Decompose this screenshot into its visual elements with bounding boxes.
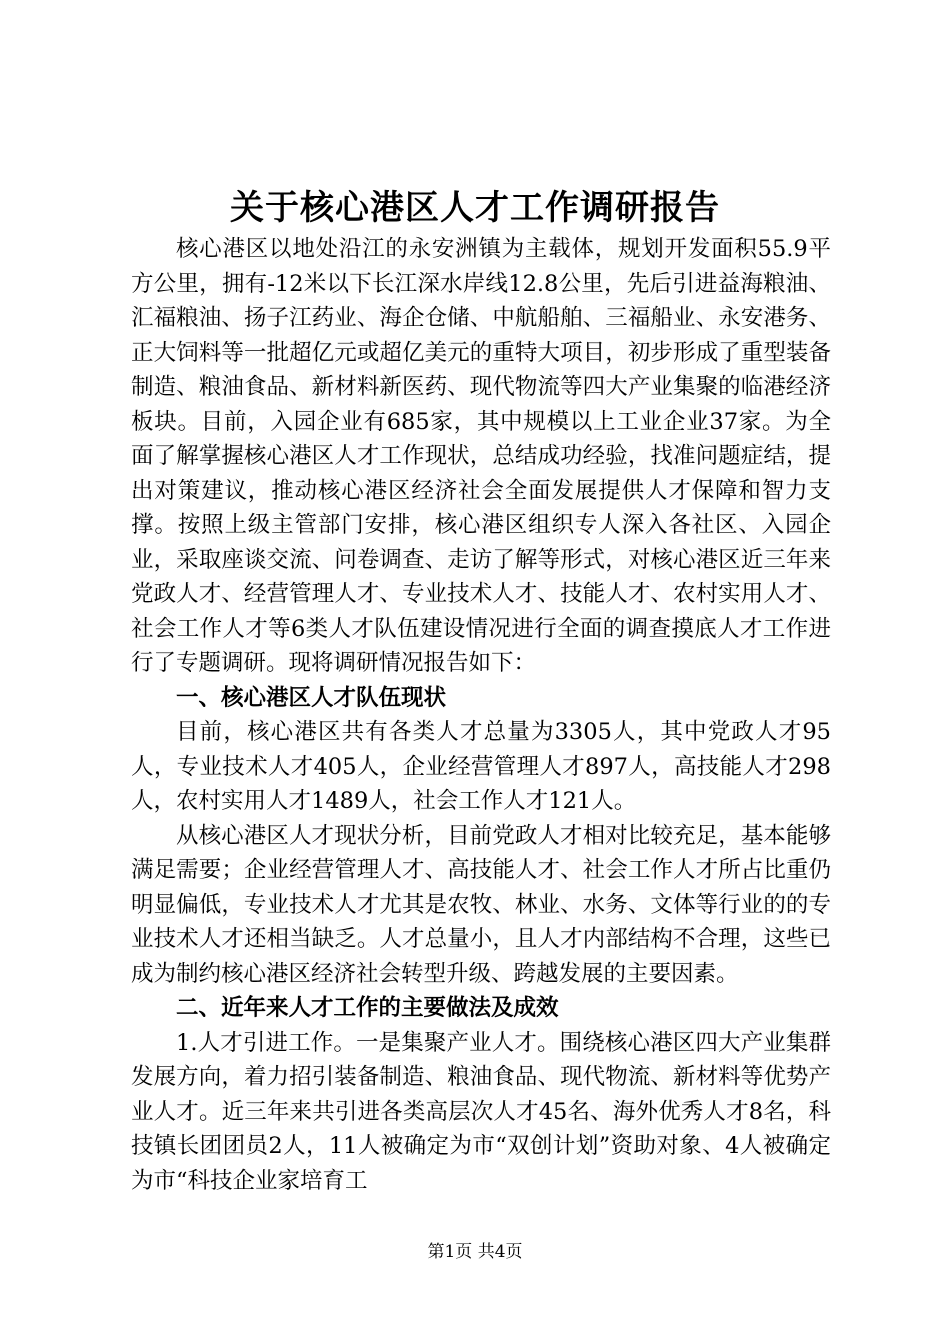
document-title: 关于核心港区人才工作调研报告 <box>230 188 720 228</box>
document-body <box>131 232 831 1198</box>
talent-introduction-paragraph: 1.人才引进工作。一是集聚产业人才。围绕核心港区四大产业集群发展方向，着力招引装备制造、粮油食品、现代物流、新材料等优势产业人才。近三年来共引进各类高层次人才45名、海外优秀人才8名，科技镇长团团员2人，11人被确定为市“双创计划”资助对象、4人被确定为市“科技企业家培育工 <box>131 1029 831 1194</box>
section-heading-1: 一、核心港区人才队伍现状 <box>176 684 447 711</box>
talent-total-paragraph: 目前，核心港区共有各类人才总量为3305人，其中党政人才95人，专业技术人才405人，企业经营管理人才897人，高技能人才298人，农村实用人才1489人，社会工作人才121人。 <box>131 719 831 814</box>
section-heading-2: 二、近年来人才工作的主要做法及成效 <box>176 995 559 1021</box>
page-footer: 第1页 共4页 <box>427 1242 523 1262</box>
intro-paragraph: 核心港区以地处沿江的永安洲镇为主载体，规划开发面积55.9平方公里，拥有-12米以下长江深水岸线12.8公里，先后引进益海粮油、汇福粮油、扬子江药业、海企仓储、中航船舶、三福船业、永安港务、正大饲料等一批超亿元或超亿美元的重特大项目，初步形成了重型装备制造、粮油食品、新材料新医药、现代物流等四大产业集聚的临港经济板块。目前，入园企业有685家，其中规模以上工业企业37家。为全面了解掌握核心港区人才工作现状，总结成功经验，找准问题症结，提出对策建议，推动核心港区经济社会全面发展提供人才保障和智力支撑。按照上级主管部门安排，核心港区组织专人深入各社区、入园企业，采取座谈交流、问卷调查、走访了解等形式，对核心港区近三年来党政人才、经营管理人才、专业技术人才、技能人才、农村实用人才、社会工作人才等6类人才队伍建设情况进行全面的调查摸底人才工作进行了专题调研。现将调研情况报告如下： <box>131 236 831 676</box>
talent-analysis-paragraph: 从核心港区人才现状分析，目前党政人才相对比较充足，基本能够满足需要；企业经营管理人才、高技能人才、社会工作人才所占比重仍明显偏低，专业技术人才尤其是农牧、林业、水务、文体等行业的的专业技术人才还相当缺乏。人才总量小，且人才内部结构不合理，这些已成为制约核心港区经济社会转型升级、跨越发展的主要因素。 <box>131 822 831 987</box>
